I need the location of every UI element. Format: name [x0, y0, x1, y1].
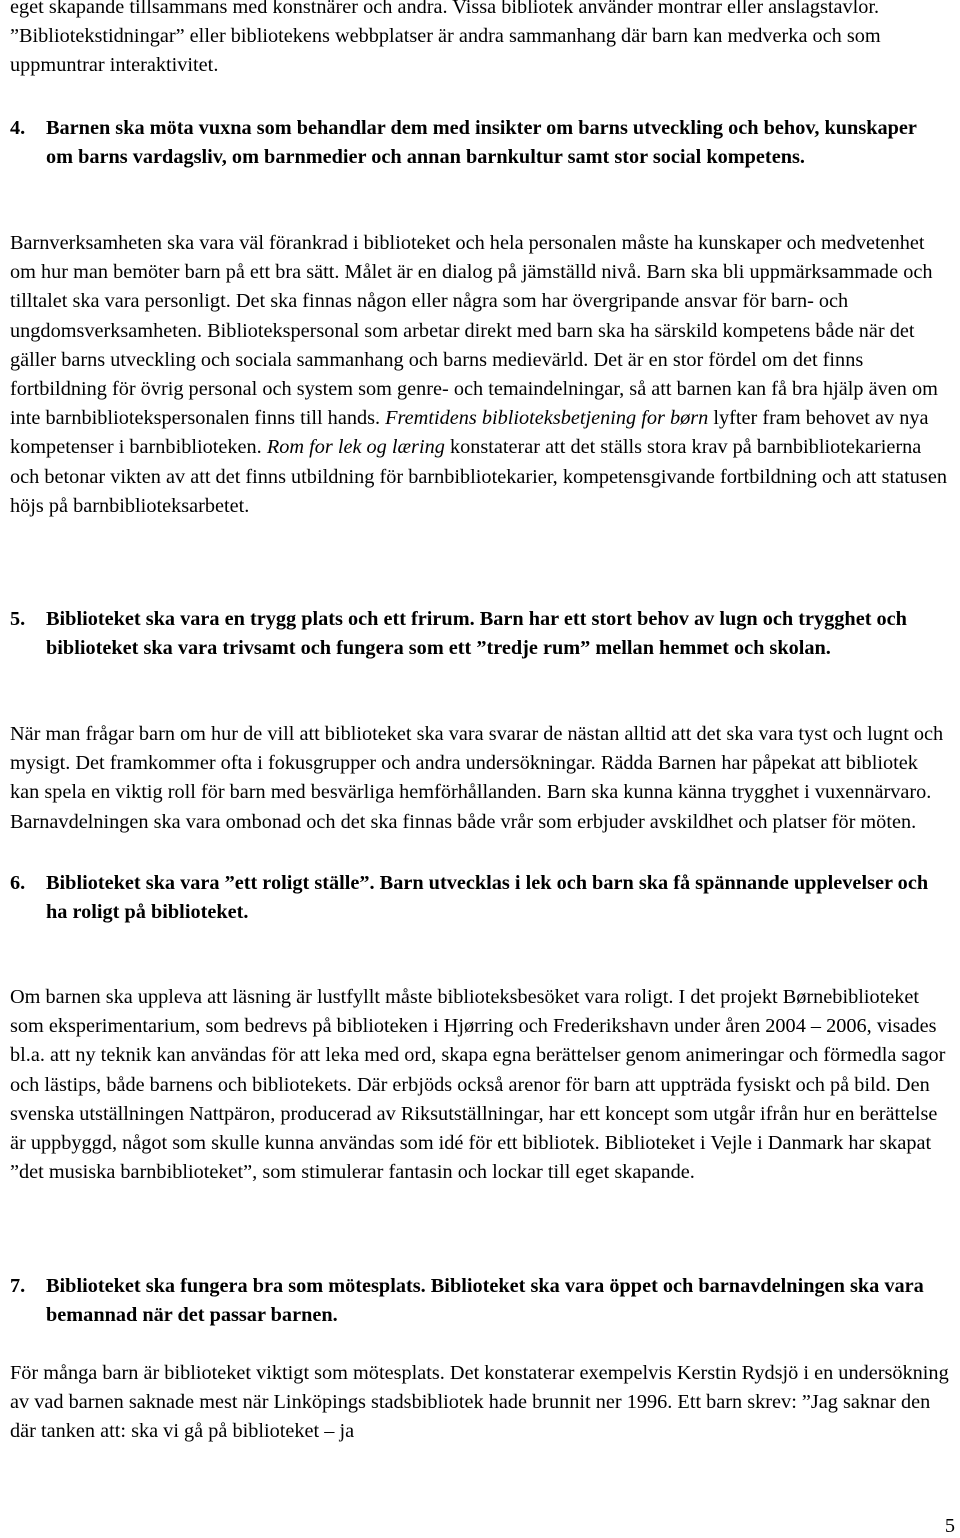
section-4-body-part1: Barnverksamheten ska vara väl förankrad i biblioteket och hela personalen måste ha kunskaper och medvetenhet om hur man bemöter barn på ett bra sätt. Målet är en dialog på jämställd nivå. Barn ska bli uppmärksammade och tilltalet ska vara personligt. Det ska finnas någon eller några som har övergripande ansvar för barn- och ungdomsverksamheten. Bibliotekspersonal som arbetar direkt med barn ska ha särskild kompetens både när det gäller barns utveckling och sociala sammanhang och barns medievärld. Det är en stor fördel om det finns fortbildning för övrig personal och system som genre- och temaindelningar, så att barnen kan få bra hjälp även om inte barnbibliotekspersonalen finns till hands. [10, 232, 938, 430]
page-number: 5 [944, 1515, 955, 1537]
section-4-heading [10, 114, 935, 172]
section-4-body-citation-2: Rom for lek og læring [266, 436, 445, 459]
section-4-body-part3: konstaterar att det ställs stora krav på barnbibliotekarierna och betonar vikten av att det finns utbildning för barnbibliotekarier, kompetensgivande fortbildning och att statusen höjs på barnbiblioteksarbetet. [10, 436, 947, 517]
section-6-title: Biblioteket ska vara ”ett roligt ställe”. Barn utvecklas i lek och barn ska få spännande upplevelser och ha roligt på biblioteket. [46, 872, 929, 924]
section-4-title: Barnen ska möta vuxna som behandlar dem med insikter om barns utveckling och behov, kunskaper om barns vardagsliv, om barnmedier och annan barnkultur samt stor social kompetens. [46, 117, 917, 169]
section-5-title: Biblioteket ska vara en trygg plats och ett frirum. Barn har ett stort behov av lugn och trygghet och biblioteket ska vara trivsamt och fungera som ett ”tredje rum” mellan hemmet och skolan. [46, 608, 907, 660]
section-4-number: 4. [10, 117, 26, 139]
intro-paragraph: eget skapande tillsammans med konstnärer och andra. Vissa bibliotek använder montrar eller anslagstavlor. ”Bibliotekstidningar” eller bibliotekens webbplatser är andra sammanhang där barn kan medverka och som uppmuntrar interaktivitet. [10, 0, 881, 77]
section-6-body: Om barnen ska uppleva att läsning är lustfyllt måste biblioteksbesöket vara roligt. I det projekt Børnebiblioteket som eksperimentarium, som bedrevs på biblioteken i Hjørring och Frederikshavn under åren 2004 – 2006, visades bl.a. att ny teknik kan användas för att leka med ord, skapa egna berättelser genom animeringar och förmedla sagor och lästips, både barnens och bibliotekets. Där erbjöds också arenor för barn att uppträda fysiskt och på bild. Den svenska utställningen Nattpäron, producerad av Riksutställningar, har ett koncept som utgår ifrån hur en berättelse är uppbyggd, något som skulle kunna användas som idé för ett bibliotek. Biblioteket i Vejle i Danmark har skapat ”det musiska barnbiblioteket”, som stimulerar fantasin och lockar till eget skapande. [10, 986, 946, 1184]
section-6-number: 6. [10, 872, 26, 894]
section-5-heading [10, 605, 935, 663]
section-7-body: För många barn är biblioteket viktigt som mötesplats. Det konstaterar exempelvis Kerstin Rydsjö i en undersökning av vad barnen saknade mest när Linköpings stadsbibliotek hade brunnit ner 1996. Ett barn skrev: ”Jag saknar den där tanken att: ska vi gå på biblioteket – ja [10, 1362, 949, 1443]
section-4-body [10, 229, 950, 521]
section-4-body-citation-1: Fremtidens biblioteksbetjening for børn [385, 407, 709, 430]
section-5-body: När man frågar barn om hur de vill att biblioteket ska vara svarar de nästan alltid att det ska vara tyst och lugnt och mysigt. Det framkommer ofta i fokusgrupper och andra undersökningar. Rädda Barnen har påpekat att bibliotek kan spela en viktig roll för barn med besvärliga hemförhållanden. Barn ska kunna känna trygghet i vuxennärvaro. Barnavdelningen ska vara ombonad och det ska finnas både vrår som erbjuder avskildhet och platser för möten. [10, 723, 944, 833]
section-7-number: 7. [10, 1275, 26, 1297]
section-7-title: Biblioteket ska fungera bra som mötesplats. Biblioteket ska vara öppet och barnavdelningen ska vara bemannad när det passar barnen. [46, 1275, 924, 1327]
section-5-number: 5. [10, 608, 26, 630]
section-6-heading [10, 869, 935, 927]
section-7-heading [10, 1272, 935, 1330]
section-4-body-part2: lyfter fram behovet av nya kompetenser i barnbiblioteken. [10, 407, 929, 459]
